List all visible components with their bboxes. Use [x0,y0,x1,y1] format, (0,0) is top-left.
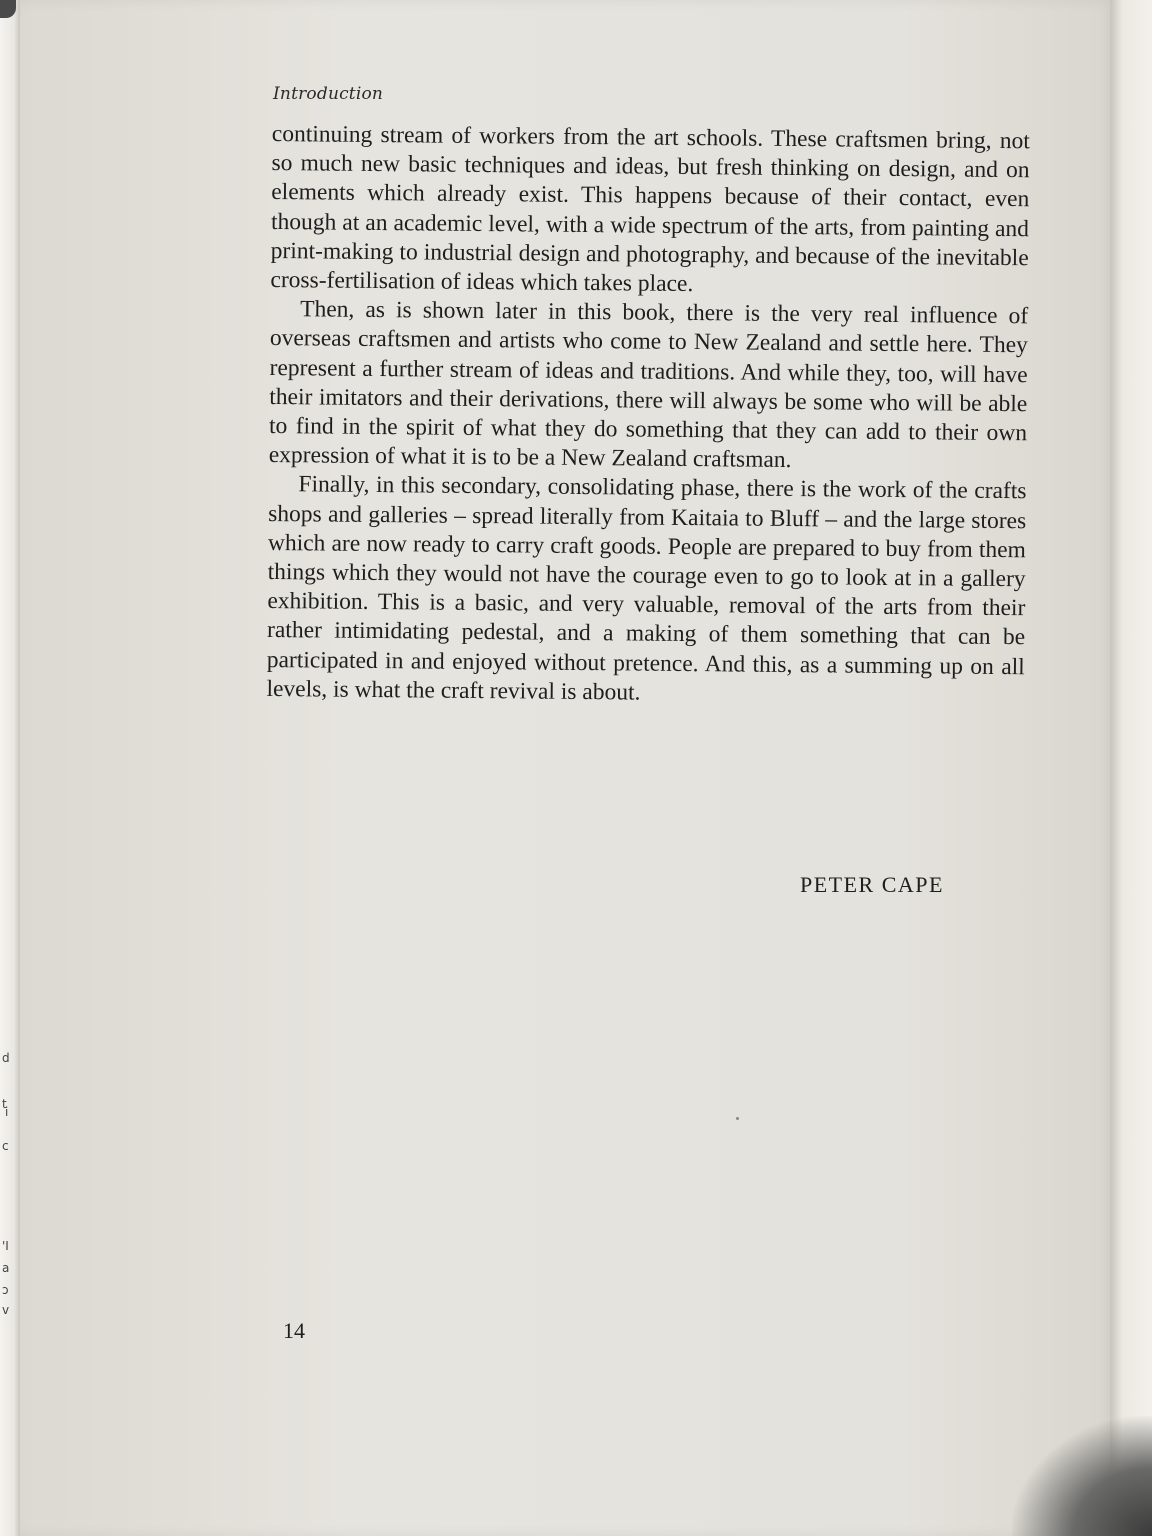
paragraph: Then, as is shown later in this book, there is the very real influence of overseas craftsmen and artists who come to New Zealand and settle here. They represent a further stream of ideas and traditions. And while they, too, will have their imitators and their derivations, there will always be some who will be able to find in the spirit of what they do something that they can add to their own expression of what it is to be a New Zealand craftsman. [268,296,1029,474]
left-page-fragment: a [2,1261,10,1275]
left-page-edge [0,0,21,1536]
paragraph: continuing stream of workers from the art schools. These craftsmen bring, not so much new basic techniques and ideas, but fresh thinking on design, and on elements which already exist. This happens because of their contact, even though at an academic level, with a wide spectrum of the arts, from painting and print-making to industrial design and photography, and because of the inevitable cross-fertilisation of ideas which takes place. [270,120,1030,298]
left-page-fragment: i [5,1105,9,1119]
left-page-fragment: d [2,1051,10,1065]
next-page-edge [1110,0,1152,1536]
book-cover-corner [0,0,16,18]
left-page-fragment: c [2,1139,9,1153]
paragraph: Finally, in this secondary, consolidating phase, there is the work of the crafts shops and galleries – spread literally from Kaitaia to Bluff – and the large stores which are now ready to carry craft goods. People are prepared to buy from them things which they would not have the courage even to go to look at in a gallery exhibition. This is a basic, and very valuable, removal of the arts from their rather intimidating pedestal, and a making of them something that can be participated in and enjoyed without pretence. And this, as a summing up on all levels, is what the craft revival is about. [266,471,1027,706]
page-number: 14 [283,1318,305,1343]
running-head: Introduction [273,84,384,104]
author-signature: PETER CAPE [800,872,944,897]
left-page-fragment: ɔ [2,1283,9,1297]
corner-shadow [1012,1416,1152,1536]
left-page-fragment: t [2,1097,7,1111]
left-page-fragment: 'I [2,1239,9,1253]
paper-speck [736,1117,739,1120]
body-text [266,120,1030,711]
left-page-fragment: v [2,1303,10,1317]
